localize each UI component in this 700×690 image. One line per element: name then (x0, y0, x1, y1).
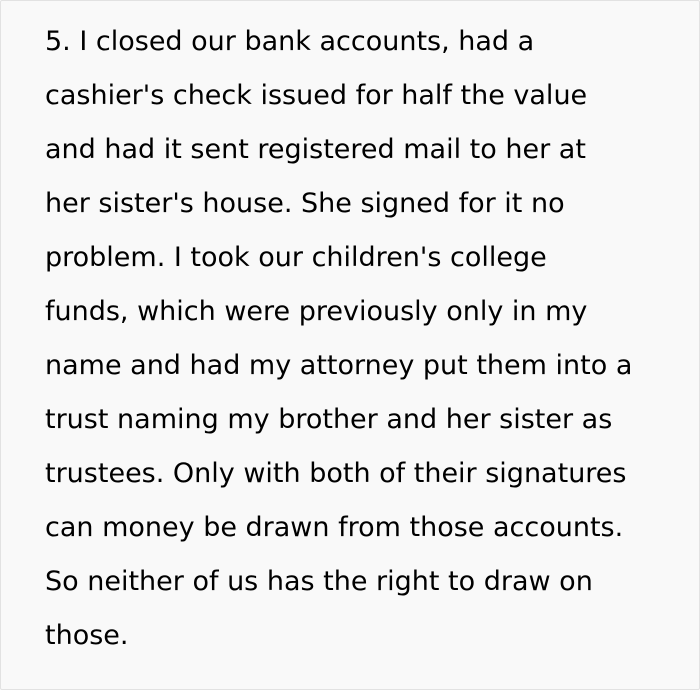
paragraph-line: So neither of us has the right to draw on (45, 566, 593, 597)
paragraph-line: those. (45, 620, 129, 651)
paragraph-line: problem. I took our children's college (45, 242, 547, 273)
paragraph-line: and had it sent registered mail to her at (45, 134, 586, 165)
paragraph-line: cashier's check issued for half the value (45, 80, 588, 111)
paragraph-line: trustees. Only with both of their signatures (45, 458, 627, 489)
paragraph-line: can money be drawn from those accounts. (45, 512, 624, 543)
paragraph-line: 5. I closed our bank accounts, had a (45, 26, 535, 57)
paragraph-line: funds, which were previously only in my (45, 296, 588, 327)
paragraph-line: name and had my attorney put them into a (45, 350, 633, 381)
paragraph-line: trust naming my brother and her sister as (45, 404, 613, 435)
paragraph-line: her sister's house. She signed for it no (45, 188, 565, 219)
post-paragraph (45, 15, 632, 663)
